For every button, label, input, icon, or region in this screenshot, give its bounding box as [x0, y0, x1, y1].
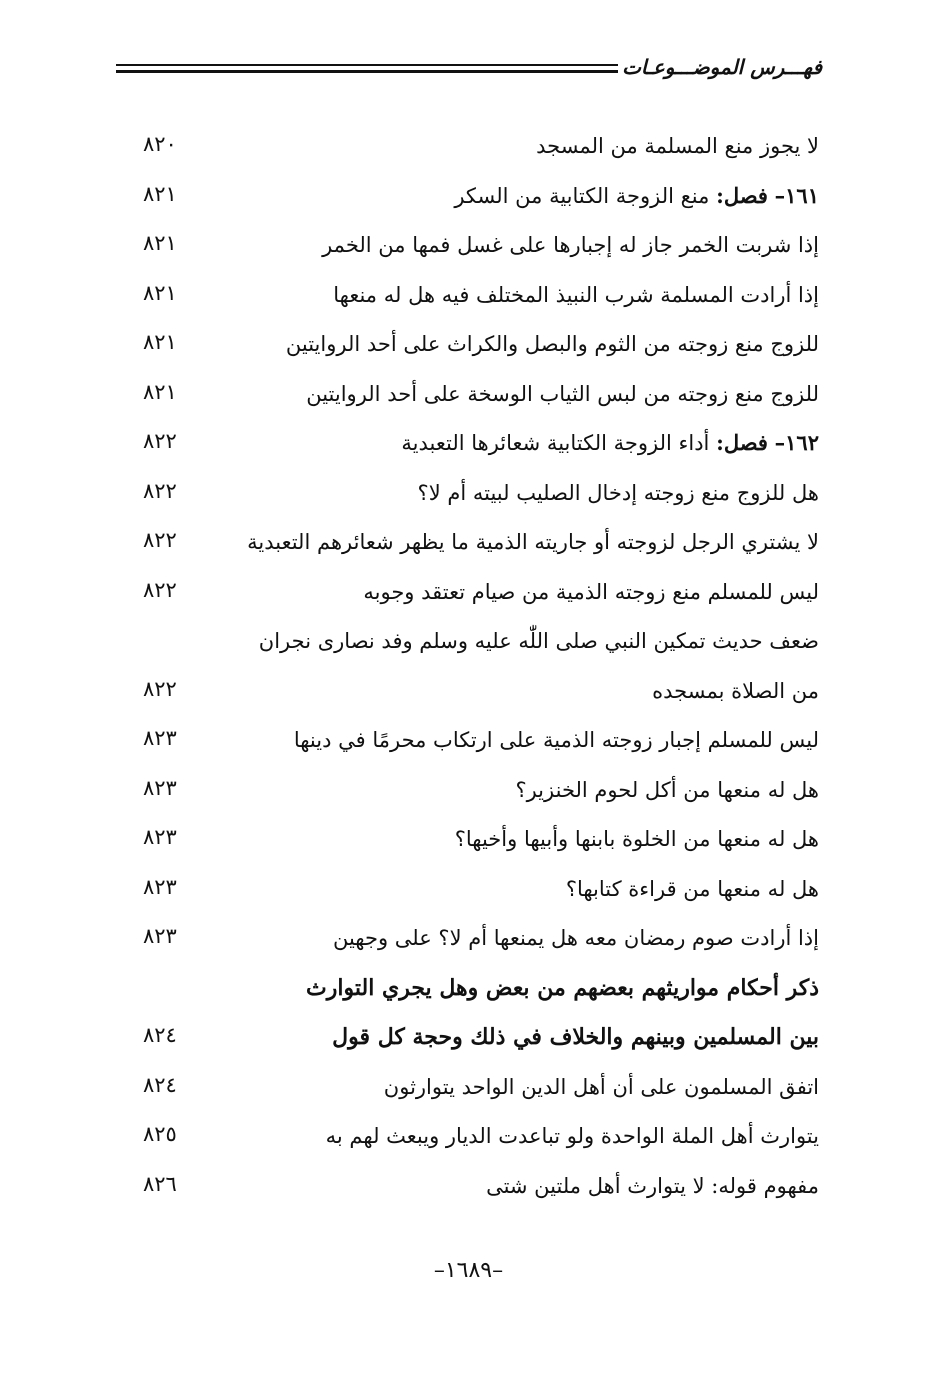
toc-row [0, 370, 937, 420]
toc-row [0, 964, 937, 1014]
toc-row [0, 271, 937, 321]
entry-page-number: ٨٢١ [143, 280, 177, 305]
toc-row [0, 122, 937, 172]
entry-page-number: ٨٢٠ [143, 132, 177, 156]
entry-text: هل له منعها من أكل لحوم الخنزير؟ [515, 777, 819, 802]
entry-text: هل له منعها من الخلوة بابنها وأبيها وأخيها؟ [454, 827, 819, 851]
entry-page-number: ٨٢١ [143, 330, 177, 354]
section-heading [306, 972, 819, 1004]
toc-row [0, 320, 937, 370]
entry-page-number: ٨٢٣ [143, 726, 177, 750]
section-heading [332, 1021, 819, 1053]
page-number: –١٦٨٩– [433, 1258, 504, 1283]
toc-row [0, 667, 937, 717]
toc-entry [455, 823, 819, 855]
entry-page-number: ٨٢١ [143, 379, 177, 404]
entry-text: اتفق المسلمون على أن أهل الدين الواحد يتوارثون [383, 1074, 819, 1099]
toc-row [0, 815, 937, 865]
header-rule-top [116, 64, 618, 66]
toc-entry [247, 526, 819, 558]
toc-entry [363, 576, 819, 608]
toc-row [0, 617, 937, 667]
entry-page-number: ٨٢٦ [143, 1171, 177, 1196]
entry-text: بين المسلمين وبينهم والخلاف في ذلك وحجة كل قول [332, 1024, 819, 1050]
chapter-number: ١٦٢– [774, 430, 819, 455]
toc-row [0, 469, 937, 519]
header-title: فهـــرس الموضـــوعـات [622, 55, 822, 79]
toc-row [0, 766, 937, 816]
entry-page-number: ٨٢٢ [143, 528, 177, 552]
entry-text: للزوج منع زوجته من لبس الثياب الوسخة على أحد الروايتين [306, 381, 819, 406]
toc-row [0, 221, 937, 271]
entry-text: ضعف حديث تمكين النبي صلى اللّٰه عليه وسلم وفد نصارى نجران [258, 629, 819, 653]
running-header [116, 52, 822, 82]
entry-text: من الصلاة بمسجده [652, 678, 819, 703]
toc-row [0, 865, 937, 915]
entry-text: ليس للمسلم منع زوجته الذمية من صيام تعتقد وجوبه [363, 579, 819, 604]
toc-entry [536, 130, 819, 162]
toc-entry [652, 675, 819, 707]
entry-page-number: ٨٢٥ [143, 1122, 177, 1146]
table-of-contents [0, 122, 937, 1211]
toc-entry [286, 328, 819, 360]
toc-entry [566, 873, 819, 905]
toc-entry [326, 1120, 819, 1152]
entry-page-number: ٨٢٤ [143, 1072, 177, 1097]
toc-entry [515, 774, 819, 806]
toc-row [0, 1013, 937, 1063]
toc-entry [486, 1170, 819, 1202]
entry-text: ذكر أحكام مواريثهم بعضهم من بعض وهل يجري التوارث [306, 974, 819, 1001]
entry-page-number: ٨٢٢ [143, 478, 177, 503]
chapter-label: فصل: [716, 430, 768, 455]
toc-row [0, 1063, 937, 1113]
toc-row [0, 1112, 937, 1162]
entry-page-number: ٨٢١ [143, 181, 177, 206]
toc-row [0, 914, 937, 964]
toc-row [0, 419, 937, 469]
entry-text: مفهوم قوله: لا يتوارث أهل ملتين شتى [486, 1173, 819, 1198]
toc-row [0, 716, 937, 766]
entry-page-number: ٨٢٢ [143, 577, 177, 602]
chapter-label: فصل: [716, 182, 768, 208]
entry-text: إذا شربت الخمر جاز له إجبارها على غسل فمها من الخمر [322, 233, 819, 257]
toc-row [0, 172, 937, 222]
entry-page-number: ٨٢١ [143, 231, 177, 255]
entry-text: يتوارث أهل الملة الواحدة ولو تباعدت الديار ويبعث لهم به [325, 1124, 819, 1148]
toc-entry [401, 427, 819, 459]
toc-entry [306, 378, 819, 410]
entry-page-number: ٨٢٣ [143, 775, 177, 800]
toc-entry [418, 477, 819, 509]
entry-text: لا يجوز منع المسلمة من المسجد [536, 134, 819, 158]
entry-text: أداء الزوجة الكتابية شعائرها التعبدية [401, 431, 717, 455]
entry-page-number: ٨٢٣ [143, 924, 177, 948]
toc-row [0, 1162, 937, 1212]
entry-text: للزوج منع زوجته من الثوم والبصل والكراث على أحد الروايتين [285, 332, 819, 356]
header-rule-bottom [116, 70, 618, 73]
toc-row [0, 568, 937, 618]
entry-page-number: ٨٢٣ [143, 825, 177, 849]
entry-text: هل للزوج منع زوجته إدخال الصليب لبيته أم لا؟ [417, 480, 819, 505]
entry-page-number: ٨٢٣ [143, 874, 177, 899]
entry-text: إذا أرادت صوم رمضان معه هل يمنعها أم لا؟ على وجهين [332, 926, 819, 950]
entry-page-number: ٨٢٤ [143, 1023, 177, 1047]
chapter-number: ١٦١– [774, 182, 819, 208]
toc-entry [322, 229, 819, 261]
entry-page-number: ٨٢٢ [143, 676, 177, 701]
entry-text: إذا أرادت المسلمة شرب النبيذ المختلف فيه هل له منعها [333, 282, 819, 307]
entry-text: هل له منعها من قراءة كتابها؟ [565, 876, 819, 901]
entry-text: لا يشتري الرجل لزوجته أو جاريته الذمية ما يظهر شعائرهم التعبدية [247, 530, 819, 554]
toc-entry [294, 724, 819, 756]
toc-row [0, 518, 937, 568]
entry-text: ليس للمسلم إجبار زوجته الذمية على ارتكاب محرمًا في دينها [293, 728, 819, 752]
toc-entry [333, 922, 819, 954]
toc-entry [454, 180, 819, 212]
entry-text: منع الزوجة الكتابية من السكر [454, 183, 717, 208]
toc-entry [333, 279, 819, 311]
toc-entry [384, 1071, 819, 1103]
toc-entry [259, 625, 819, 657]
entry-page-number: ٨٢٢ [143, 429, 177, 453]
